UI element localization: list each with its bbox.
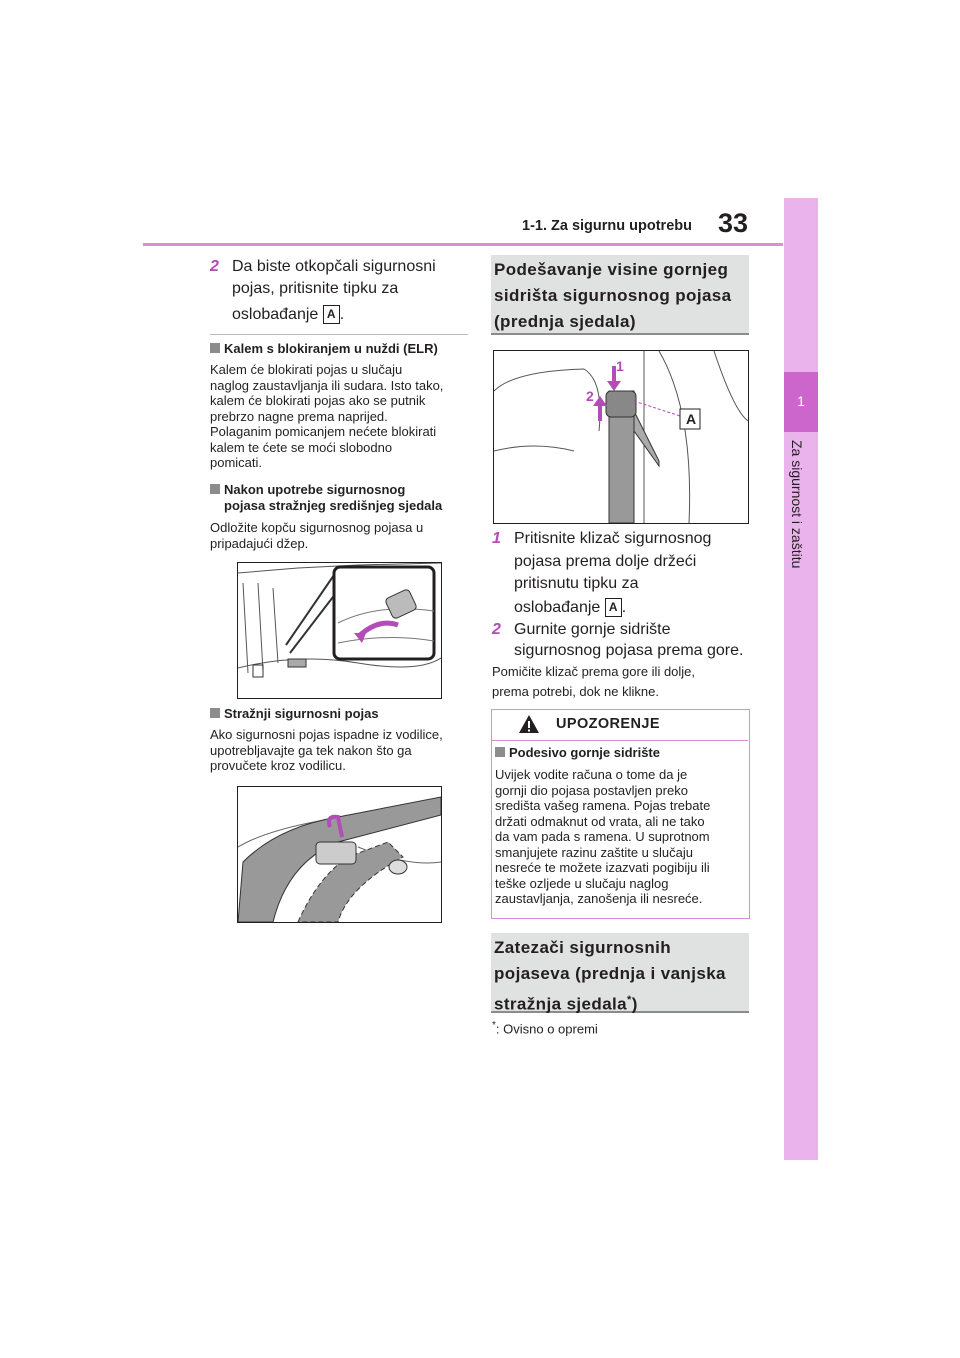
heading-line: (prednja sjedala) [494, 312, 636, 331]
body-line: teške ozljede u slučaju naglog [495, 875, 669, 891]
figure-label-a: A [686, 411, 697, 427]
body-line: zaustavljanja, zanošenja ili nesreće. [495, 891, 703, 906]
callout-a: A [323, 305, 340, 324]
warning-heading: Podesivo gornje sidrište [495, 745, 745, 761]
square-bullet-icon [210, 484, 220, 494]
step-text: oslobađanje [232, 306, 319, 323]
body-line: Polaganim pomicanjem nećete blokirati [210, 424, 437, 439]
body-line: središta vašeg ramena. Pojas trebate [495, 798, 711, 813]
header-rule [143, 243, 783, 246]
heading-line: Podešavanje visine gornjeg [494, 260, 729, 279]
body-line: Ako sigurnosni pojas ispadne iz vodilice, [210, 727, 443, 742]
step-text: Da biste otkopčali sigurnosni [232, 258, 436, 275]
center-belt-section [210, 482, 472, 551]
body-line: nesreće te možete izazvati pogibiju ili [495, 860, 710, 875]
footnote [492, 1018, 598, 1037]
body-line: provučete kroz vodilicu. [210, 758, 346, 773]
body-line: upotrebljavajte ga tek nakon što ga [210, 742, 412, 758]
divider [210, 334, 468, 335]
heading-line: Zatezači sigurnosnih [494, 938, 672, 957]
warning-triangle-icon [518, 714, 540, 734]
body-line: Odložite kopču sigurnosnog pojasa u [210, 520, 424, 535]
body-line: Pomičite klizač prema gore ili dolje, [492, 664, 696, 679]
footnote-marker: * [627, 994, 632, 1006]
step-text: oslobađanje [514, 598, 601, 616]
body-line: Kalem će blokirati pojas u slučaju [210, 362, 403, 377]
section-heading-pretensioners [491, 933, 749, 1013]
rear-belt-heading: Stražnji sigurnosni pojas [210, 706, 472, 722]
center-belt-heading: Nakon upotrebe sigurnosnog [210, 482, 472, 498]
heading-line: sidrišta sigurnosnog pojasa [494, 286, 732, 305]
body-line: pripadajući džep. [210, 535, 309, 551]
square-bullet-icon [495, 747, 505, 757]
step-end: . [339, 306, 345, 323]
section-heading-anchor [491, 255, 749, 335]
page-number: 33 [718, 208, 749, 238]
footnote-text: : Ovisno o opremi [495, 1021, 598, 1037]
body-line: da vam pada s ramena. U suprotnom [495, 829, 710, 844]
body-line: gornji dio pojasa postavljen preko [495, 782, 688, 798]
left-step-2 [210, 256, 470, 326]
anchor-adjust-figure [493, 350, 749, 524]
square-bullet-icon [210, 343, 220, 353]
step-text: pojasa prema dolje držeći [514, 552, 697, 570]
step-number: 2 [492, 621, 501, 638]
rear-belt-section [210, 706, 472, 774]
chapter-title: Za sigurnost i zaštitu [789, 440, 805, 569]
square-bullet-icon [210, 708, 220, 718]
adjust-note [492, 662, 752, 702]
footnote-marker: * [492, 1020, 496, 1031]
rear-belt-guide-illustration [238, 787, 441, 922]
heading-line: pojaseva (prednja i vanjska [494, 964, 726, 983]
body-line: kalem će blokirati pojas ako se putnik [210, 393, 426, 408]
figure-label-2: 2 [586, 388, 594, 404]
step-text: pritisnutu tipku za [514, 575, 639, 592]
right-step-1 [492, 528, 752, 619]
section-title: 1-1. Za sigurnu upotrebu [522, 218, 692, 234]
step-text: pojas, pritisnite tipku za [232, 280, 399, 297]
body-line: pomicati. [210, 455, 263, 470]
center-belt-heading-2: pojasa stražnjeg središnjeg sjedala [224, 498, 443, 513]
elr-heading: Kalem s blokiranjem u nuždi (ELR) [210, 341, 470, 357]
step-text: Gurnite gornje sidrište [514, 621, 671, 638]
right-step-2 [492, 619, 754, 661]
body-line: naglog zaustavljanja ili sudara. Isto tako, [210, 377, 444, 393]
figure-label-1: 1 [616, 358, 624, 374]
chapter-number: 1 [797, 393, 805, 409]
buckle-pocket-illustration [238, 563, 441, 698]
body-line: Uvijek vodite računa o tome da je [495, 767, 688, 782]
warning-content [495, 745, 745, 907]
body-line: držati odmaknut od vrata, ali ne tako [495, 813, 705, 829]
step-end: . [621, 598, 627, 616]
step-number: 1 [492, 530, 501, 547]
body-line: prebrzo nagne prema naprijed. [210, 408, 388, 424]
buckle-pocket-figure [237, 562, 442, 699]
warning-title: UPOZORENJE [556, 716, 660, 732]
step-text: Pritisnite klizač sigurnosnog [514, 530, 712, 547]
rear-belt-guide-figure [237, 786, 442, 923]
body-line: prema potrebi, dok ne klikne. [492, 684, 659, 699]
heading-line: stražnja sjedala*) [494, 994, 638, 1014]
elr-section [210, 341, 470, 471]
step-number: 2 [210, 258, 219, 275]
body-line: smanjujete razinu zaštite u slučaju [495, 844, 693, 860]
body-line: kalem te ćete se moći slobodno [210, 439, 393, 455]
anchor-adjust-illustration [494, 351, 748, 523]
warning-title-bar [491, 709, 748, 741]
chapter-tab [784, 198, 818, 1160]
step-text: sigurnosnog pojasa prema gore. [514, 642, 744, 659]
callout-a: A [605, 598, 622, 617]
